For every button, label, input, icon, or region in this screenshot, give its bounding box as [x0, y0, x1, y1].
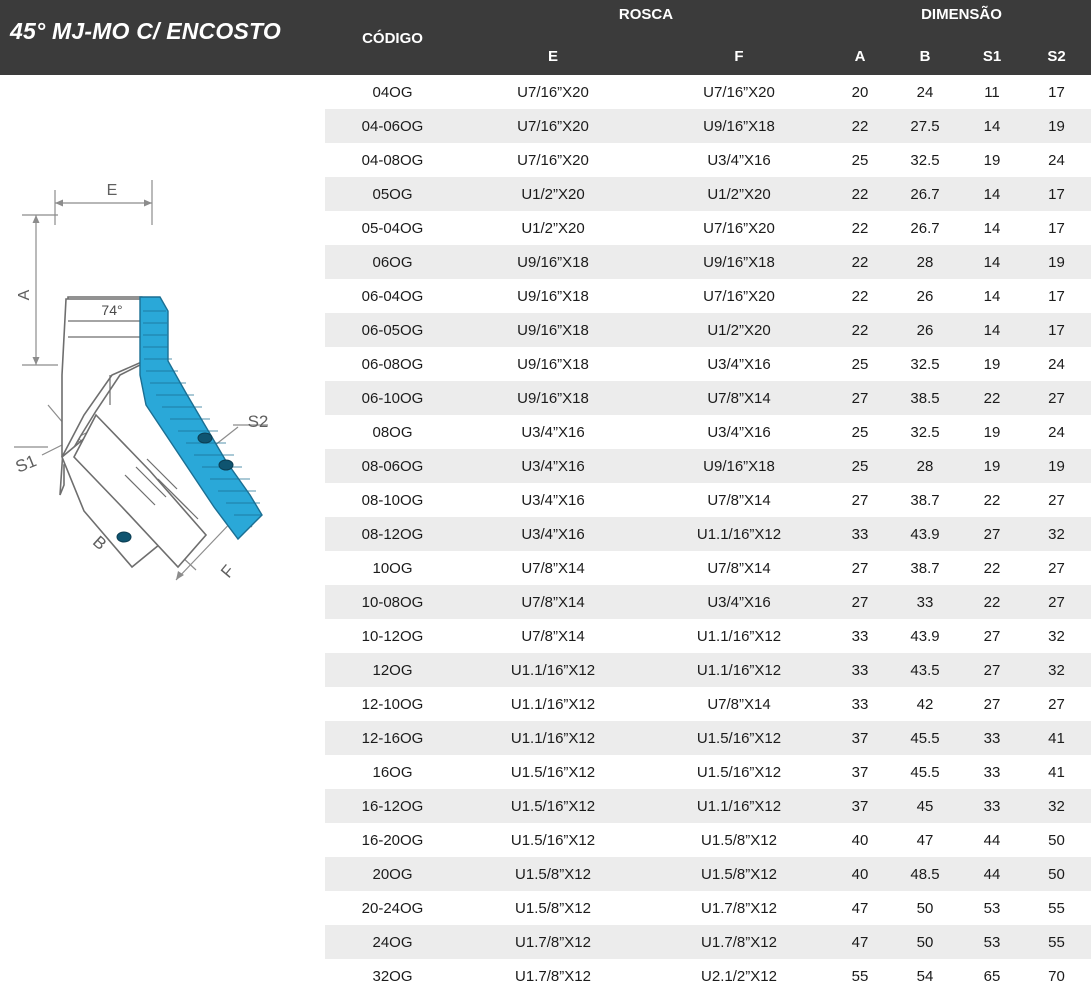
cell-a: 33	[832, 619, 888, 653]
cell-e: U1.5/8”X12	[460, 857, 646, 891]
cell-a: 25	[832, 415, 888, 449]
cell-a: 25	[832, 347, 888, 381]
table-row	[325, 449, 1091, 483]
cell-s1: 33	[962, 789, 1022, 823]
cell-s2: 24	[1022, 347, 1091, 381]
cell-e: U1/2”X20	[460, 211, 646, 245]
cell-a: 37	[832, 789, 888, 823]
cell-s2: 50	[1022, 857, 1091, 891]
cell-b: 26.7	[888, 211, 962, 245]
cell-s1: 14	[962, 211, 1022, 245]
table-row	[325, 857, 1091, 891]
cell-b: 43.5	[888, 653, 962, 687]
table-row	[325, 313, 1091, 347]
cell-a: 47	[832, 891, 888, 925]
cell-s2: 70	[1022, 959, 1091, 993]
cell-codigo: 05OG	[325, 177, 460, 211]
cell-e: U3/4”X16	[460, 415, 646, 449]
cell-e: U9/16”X18	[460, 279, 646, 313]
cell-codigo: 12-16OG	[325, 721, 460, 755]
table-row	[325, 653, 1091, 687]
cell-e: U9/16”X18	[460, 245, 646, 279]
cell-s1: 14	[962, 245, 1022, 279]
cell-s2: 32	[1022, 653, 1091, 687]
cell-s1: 27	[962, 517, 1022, 551]
table-row	[325, 381, 1091, 415]
cell-s2: 27	[1022, 585, 1091, 619]
cell-e: U1.7/8”X12	[460, 959, 646, 993]
column-group-dimensao: DIMENSÃO	[921, 6, 1002, 23]
table-row	[325, 177, 1091, 211]
cell-s1: 33	[962, 721, 1022, 755]
cell-codigo: 04-06OG	[325, 109, 460, 143]
table-row	[325, 687, 1091, 721]
cell-a: 22	[832, 279, 888, 313]
table-row	[325, 75, 1091, 109]
cell-s2: 17	[1022, 177, 1091, 211]
cell-b: 32.5	[888, 347, 962, 381]
cell-s1: 44	[962, 857, 1022, 891]
column-header-e: E	[547, 48, 558, 65]
cell-b: 27.5	[888, 109, 962, 143]
table-row	[325, 789, 1091, 823]
cell-codigo: 10OG	[325, 551, 460, 585]
cell-b: 45.5	[888, 755, 962, 789]
table-row	[325, 109, 1091, 143]
cell-e: U1.5/8”X12	[460, 891, 646, 925]
cell-s2: 27	[1022, 483, 1091, 517]
column-header-b: B	[919, 48, 931, 65]
cell-s2: 41	[1022, 755, 1091, 789]
column-header-a: A	[854, 48, 866, 65]
cell-codigo: 32OG	[325, 959, 460, 993]
cell-s1: 27	[962, 653, 1022, 687]
cell-codigo: 08-10OG	[325, 483, 460, 517]
column-group-rosca: ROSCA	[618, 6, 674, 23]
cell-b: 38.7	[888, 551, 962, 585]
cell-b: 45	[888, 789, 962, 823]
cell-s2: 17	[1022, 313, 1091, 347]
cell-f: U7/16”X20	[646, 279, 832, 313]
cell-f: U1.1/16”X12	[646, 619, 832, 653]
cell-s1: 22	[962, 381, 1022, 415]
cell-e: U1/2”X20	[460, 177, 646, 211]
table-row	[325, 755, 1091, 789]
cell-f: U1.7/8”X12	[646, 891, 832, 925]
table-row	[325, 551, 1091, 585]
cell-e: U7/8”X14	[460, 585, 646, 619]
cell-s1: 44	[962, 823, 1022, 857]
cell-f: U1.1/16”X12	[646, 789, 832, 823]
cell-codigo: 06OG	[325, 245, 460, 279]
cell-e: U1.7/8”X12	[460, 925, 646, 959]
cell-s2: 27	[1022, 381, 1091, 415]
cell-codigo: 05-04OG	[325, 211, 460, 245]
cell-a: 27	[832, 551, 888, 585]
cell-codigo: 06-08OG	[325, 347, 460, 381]
cell-codigo: 12-10OG	[325, 687, 460, 721]
cell-b: 32.5	[888, 143, 962, 177]
cell-e: U7/16”X20	[460, 143, 646, 177]
cell-f: U7/8”X14	[646, 381, 832, 415]
cell-a: 33	[832, 653, 888, 687]
cell-s2: 19	[1022, 449, 1091, 483]
cell-s2: 32	[1022, 789, 1091, 823]
technical-drawing	[0, 75, 325, 992]
cell-b: 54	[888, 959, 962, 993]
cell-f: U7/8”X14	[646, 483, 832, 517]
cell-codigo: 12OG	[325, 653, 460, 687]
cell-f: U7/8”X14	[646, 687, 832, 721]
cell-b: 33	[888, 585, 962, 619]
cell-a: 22	[832, 211, 888, 245]
cell-e: U1.5/16”X12	[460, 755, 646, 789]
cell-f: U3/4”X16	[646, 415, 832, 449]
cell-e: U3/4”X16	[460, 517, 646, 551]
cell-b: 26	[888, 279, 962, 313]
cell-s1: 22	[962, 585, 1022, 619]
page-title: 45° MJ-MO C/ ENCOSTO	[10, 18, 281, 44]
cell-codigo: 08-06OG	[325, 449, 460, 483]
cell-codigo: 16-20OG	[325, 823, 460, 857]
cell-b: 38.5	[888, 381, 962, 415]
cell-s2: 55	[1022, 891, 1091, 925]
cell-f: U3/4”X16	[646, 585, 832, 619]
cell-e: U1.1/16”X12	[460, 653, 646, 687]
table-row	[325, 483, 1091, 517]
cell-e: U7/8”X14	[460, 619, 646, 653]
cell-codigo: 20-24OG	[325, 891, 460, 925]
cell-s2: 27	[1022, 687, 1091, 721]
cell-s2: 17	[1022, 279, 1091, 313]
cell-b: 38.7	[888, 483, 962, 517]
cell-f: U1.1/16”X12	[646, 653, 832, 687]
cell-b: 50	[888, 891, 962, 925]
cell-e: U7/16”X20	[460, 109, 646, 143]
label-angle: 74°	[101, 302, 123, 318]
label-s1: S1	[12, 451, 40, 477]
table-row	[325, 891, 1091, 925]
cell-codigo: 08OG	[325, 415, 460, 449]
cell-e: U1.1/16”X12	[460, 687, 646, 721]
column-header-codigo: CÓDIGO	[362, 30, 423, 47]
cell-e: U1.5/16”X12	[460, 789, 646, 823]
cell-b: 32.5	[888, 415, 962, 449]
cell-e: U3/4”X16	[460, 483, 646, 517]
cell-a: 27	[832, 381, 888, 415]
cell-f: U9/16”X18	[646, 109, 832, 143]
cell-f: U7/16”X20	[646, 211, 832, 245]
header-band	[0, 0, 1091, 75]
cell-s2: 17	[1022, 211, 1091, 245]
cell-s2: 32	[1022, 517, 1091, 551]
cell-b: 26.7	[888, 177, 962, 211]
label-s2: S2	[247, 412, 269, 431]
cell-s1: 14	[962, 279, 1022, 313]
cell-s2: 19	[1022, 245, 1091, 279]
spec-table-wrap	[325, 75, 1091, 993]
cell-e: U3/4”X16	[460, 449, 646, 483]
cell-f: U1.5/16”X12	[646, 755, 832, 789]
table-row	[325, 619, 1091, 653]
table-row	[325, 415, 1091, 449]
cell-a: 22	[832, 177, 888, 211]
cell-f: U3/4”X16	[646, 143, 832, 177]
table-row	[325, 517, 1091, 551]
cell-s1: 14	[962, 177, 1022, 211]
cell-f: U1.5/8”X12	[646, 823, 832, 857]
label-e: E	[106, 182, 118, 199]
cell-s1: 22	[962, 551, 1022, 585]
cell-codigo: 10-08OG	[325, 585, 460, 619]
table-row	[325, 245, 1091, 279]
cell-s1: 19	[962, 143, 1022, 177]
cell-f: U1.5/8”X12	[646, 857, 832, 891]
table-row	[325, 585, 1091, 619]
cell-b: 45.5	[888, 721, 962, 755]
cell-b: 43.9	[888, 517, 962, 551]
table-row	[325, 143, 1091, 177]
label-b: B	[89, 532, 111, 554]
cell-codigo: 08-12OG	[325, 517, 460, 551]
cell-s1: 53	[962, 925, 1022, 959]
cell-s2: 27	[1022, 551, 1091, 585]
cell-b: 48.5	[888, 857, 962, 891]
cell-f: U1/2”X20	[646, 177, 832, 211]
spec-table	[325, 75, 1091, 993]
cell-f: U2.1/2”X12	[646, 959, 832, 993]
cell-e: U9/16”X18	[460, 313, 646, 347]
cell-f: U1/2”X20	[646, 313, 832, 347]
cell-b: 43.9	[888, 619, 962, 653]
table-row	[325, 959, 1091, 993]
cell-s2: 41	[1022, 721, 1091, 755]
cell-codigo: 20OG	[325, 857, 460, 891]
cell-s1: 14	[962, 109, 1022, 143]
table-row	[325, 211, 1091, 245]
fitting-diagram-svg	[0, 75, 325, 992]
cell-a: 33	[832, 687, 888, 721]
cell-s1: 11	[962, 75, 1022, 109]
cell-f: U1.1/16”X12	[646, 517, 832, 551]
cell-e: U1.5/16”X12	[460, 823, 646, 857]
cell-f: U9/16”X18	[646, 449, 832, 483]
cell-s1: 19	[962, 415, 1022, 449]
cell-a: 22	[832, 245, 888, 279]
cell-s2: 32	[1022, 619, 1091, 653]
cell-codigo: 06-04OG	[325, 279, 460, 313]
cell-codigo: 16-12OG	[325, 789, 460, 823]
cell-codigo: 06-10OG	[325, 381, 460, 415]
column-header-s2: S2	[1047, 48, 1066, 65]
column-header-f: F	[734, 48, 744, 65]
cell-s1: 22	[962, 483, 1022, 517]
cell-a: 25	[832, 449, 888, 483]
table-row	[325, 925, 1091, 959]
cell-f: U1.7/8”X12	[646, 925, 832, 959]
cell-e: U7/8”X14	[460, 551, 646, 585]
cell-s2: 19	[1022, 109, 1091, 143]
label-f: F	[217, 561, 239, 582]
cell-e: U7/16”X20	[460, 75, 646, 109]
cell-b: 28	[888, 245, 962, 279]
cell-s1: 19	[962, 449, 1022, 483]
cell-e: U9/16”X18	[460, 347, 646, 381]
cell-s1: 33	[962, 755, 1022, 789]
cell-a: 25	[832, 143, 888, 177]
cell-a: 27	[832, 585, 888, 619]
cell-a: 40	[832, 823, 888, 857]
cell-s2: 24	[1022, 143, 1091, 177]
cell-a: 27	[832, 483, 888, 517]
cell-f: U7/8”X14	[646, 551, 832, 585]
cell-e: U1.1/16”X12	[460, 721, 646, 755]
cell-a: 37	[832, 755, 888, 789]
cell-a: 33	[832, 517, 888, 551]
label-a: A	[16, 289, 33, 301]
cell-s1: 53	[962, 891, 1022, 925]
cell-codigo: 06-05OG	[325, 313, 460, 347]
cell-b: 42	[888, 687, 962, 721]
cell-s2: 50	[1022, 823, 1091, 857]
cell-codigo: 24OG	[325, 925, 460, 959]
cell-b: 26	[888, 313, 962, 347]
cell-s1: 14	[962, 313, 1022, 347]
cell-a: 22	[832, 109, 888, 143]
cell-b: 50	[888, 925, 962, 959]
cell-codigo: 10-12OG	[325, 619, 460, 653]
cell-a: 40	[832, 857, 888, 891]
cell-s1: 19	[962, 347, 1022, 381]
cell-s1: 27	[962, 687, 1022, 721]
cell-codigo: 04OG	[325, 75, 460, 109]
cell-a: 55	[832, 959, 888, 993]
cell-a: 47	[832, 925, 888, 959]
cell-a: 20	[832, 75, 888, 109]
table-row	[325, 823, 1091, 857]
cell-a: 37	[832, 721, 888, 755]
cell-b: 28	[888, 449, 962, 483]
table-row	[325, 721, 1091, 755]
cell-codigo: 16OG	[325, 755, 460, 789]
cell-s2: 17	[1022, 75, 1091, 109]
cell-s1: 65	[962, 959, 1022, 993]
cell-s2: 24	[1022, 415, 1091, 449]
cell-f: U9/16”X18	[646, 245, 832, 279]
cell-b: 47	[888, 823, 962, 857]
cell-f: U1.5/16”X12	[646, 721, 832, 755]
cell-s2: 55	[1022, 925, 1091, 959]
cell-f: U3/4”X16	[646, 347, 832, 381]
cell-b: 24	[888, 75, 962, 109]
cell-codigo: 04-08OG	[325, 143, 460, 177]
table-row	[325, 279, 1091, 313]
cell-f: U7/16”X20	[646, 75, 832, 109]
table-row	[325, 347, 1091, 381]
column-header-s1: S1	[982, 48, 1002, 65]
cell-s1: 27	[962, 619, 1022, 653]
cell-a: 22	[832, 313, 888, 347]
cell-e: U9/16”X18	[460, 381, 646, 415]
